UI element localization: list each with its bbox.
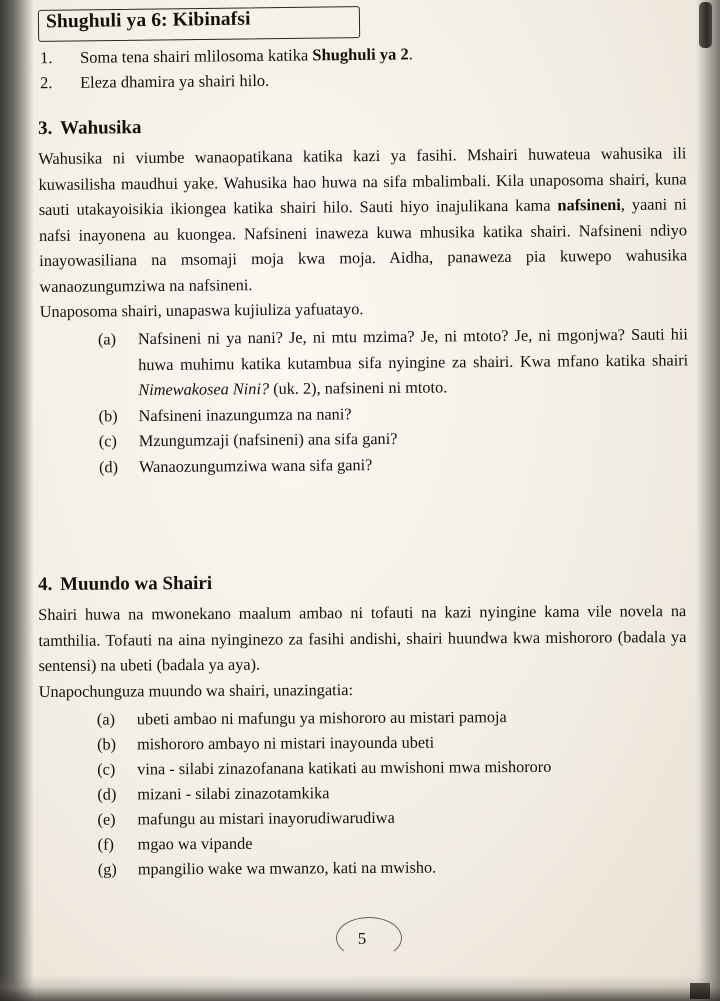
- list-item-text: mgao wa vipande: [137, 833, 253, 853]
- section-heading: [38, 112, 686, 140]
- list-item-text: Nafsineni inazungumza na nani?: [138, 403, 352, 425]
- list-item: [97, 803, 687, 832]
- list-item-bold: Shughuli ya 2: [312, 44, 409, 65]
- section-feature-list: [39, 703, 688, 882]
- page-number-value: 5: [357, 929, 367, 948]
- page-number-arc-decoration: [336, 917, 402, 959]
- list-item-label: (b): [98, 405, 118, 425]
- scroll-thumb-top[interactable]: [699, 2, 712, 48]
- section-lead-in: Unaposoma shairi, unapaswa kujiuliza yafuatayo.: [39, 299, 364, 321]
- page-number: [358, 929, 367, 949]
- list-item-label: (c): [97, 759, 116, 779]
- list-item-label: (d): [98, 456, 119, 476]
- list-item-text: Nafsineni ni ya nani? Je, ni mtu mzima? Je, ni mtoto? Je, ni mgonjwa? Sauti hii huwa muhimu katika kutambua sifa nyinginе za shairi. Kwa mfano katika shairi: [137, 324, 689, 374]
- section-number: 4.: [38, 573, 53, 595]
- list-item-text: mafungu au mistari inayorudiwarudiwa: [137, 807, 395, 828]
- list-item-label: (c): [98, 431, 117, 451]
- section-lead-in: Unapochunguza muundo wa shairi, unazingatia:: [38, 679, 354, 701]
- list-item-label: (b): [96, 734, 117, 754]
- list-item: [97, 753, 687, 782]
- list-item-text-before: Soma tena shairi mlilosoma katika: [79, 45, 313, 67]
- paragraph-text: , yaani ni nafsi inayonena au kuongea. Nafsineni inaweza kuwa mhusika katika shairi. Nafsineni ndiyo inayowasiliana na msomaji moja kwa moja. Aidha, panaweza pia kuwepo wahusika wanaozungumziwa na nafsineni.: [38, 194, 688, 296]
- list-item-text: vina - silabi zinazofanana katikati au mwishoni mwa mishororo: [137, 756, 552, 778]
- section-question-list: [40, 321, 689, 480]
- section-muundo-wa-shairi: [38, 570, 688, 881]
- poem-title-italic: Nimewakosea Nini?: [138, 378, 270, 400]
- list-item-text: Wanaozungumziwa wana sifa gani?: [138, 454, 373, 476]
- list-item-label: (a): [96, 709, 116, 729]
- list-item: [98, 853, 688, 882]
- list-item-label: (e): [97, 809, 116, 829]
- section-title: Wahusika: [59, 117, 142, 139]
- section-title: Muundo wa Shairi: [59, 572, 213, 595]
- section-wahusika: [38, 112, 689, 480]
- page-right-edge: [696, 0, 720, 1001]
- section-paragraph: Shairi huwa na mwonekano maalum ambao ni tofauti na kazi nyingine kama vile novela na tamthilia. Tofauti na aina nyinginezo za fasihi andishi, shairi huundwa kwa mishororo (badala ya sentensi) na ubeti (badala ya aya).: [38, 601, 687, 675]
- book-gutter-shadow: [0, 0, 34, 1001]
- list-item-text-after: .: [408, 44, 413, 64]
- list-item-text-before: Eleza dhamira ya shairi hilo.: [79, 70, 270, 92]
- list-item-label: (f): [97, 834, 114, 854]
- list-item: [97, 703, 687, 732]
- section-heading: [38, 570, 686, 596]
- list-item-label: (a): [97, 329, 117, 349]
- paragraph-text: Wahusika ni viumbe wanaopatikana katika kazi ya fasihi. Mshairi huwateua wahusika ili kuwasilisha maudhui yake. Wahusika hao huwa na sifa mbalimbali. Kila unaposoma shairi, kuna sauti utakayoisikia ikiongea katika shairi hilo. Sauti hiyo inajulikana kama: [38, 143, 687, 219]
- list-item-text: mizani - silabi zinazotamkika: [137, 782, 330, 803]
- page-content: [38, 0, 689, 1001]
- list-item-label: (d): [97, 784, 117, 804]
- list-item-text: mishororo ambayo ni mistari inayounda ubeti: [136, 732, 435, 753]
- list-item: [98, 321, 689, 403]
- list-item-label: (g): [97, 859, 117, 879]
- list-item: [40, 64, 660, 95]
- list-item: [99, 449, 689, 480]
- list-item-text: (uk. 2), nafsineni ni mtoto.: [268, 377, 448, 398]
- activity-task-list: [40, 42, 660, 92]
- list-item-text: mpangilio wake wa mwanzo, kati na mwisho.: [137, 857, 437, 878]
- list-item-text: ubeti ambao ni mafungu ya mishororo au mistari pamoja: [136, 706, 507, 728]
- scroll-thumb-bottom[interactable]: [690, 983, 710, 999]
- list-item-number: 1.: [39, 48, 53, 68]
- section-number: 3.: [38, 117, 53, 139]
- paragraph-bold-term: nafsineni: [557, 194, 621, 215]
- section-paragraph: [38, 140, 687, 299]
- activity-header-title: Shughuli ya 6: Kibinafsi: [45, 8, 251, 33]
- list-item-number: 2.: [39, 73, 53, 93]
- list-item: [98, 828, 688, 857]
- list-item: [97, 728, 687, 757]
- list-item-text: Mzungumzaji (nafsineni) ana sifa gani?: [138, 428, 398, 451]
- page-number-area: [38, 929, 686, 949]
- list-item: [97, 778, 687, 807]
